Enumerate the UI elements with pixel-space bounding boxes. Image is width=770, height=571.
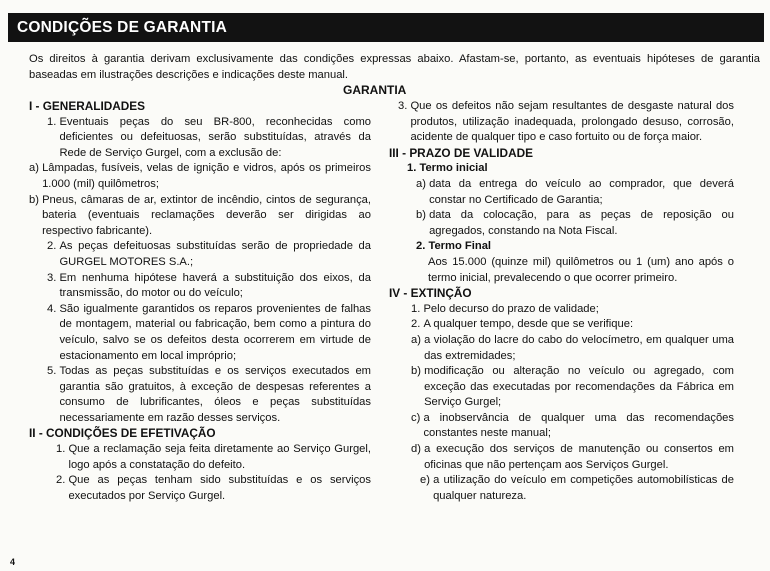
page-title-bar — [8, 13, 764, 42]
list-item: d) a execução dos serviços de manutenção ou consertos em oficinas que não pertençam aos Serviços Gurgel. — [411, 443, 734, 471]
list-item: 1. Que a reclamação seja feita diretamente ao Serviço Gurgel, logo após a constatação do defeito. — [56, 443, 371, 471]
termo-inicial-heading: 1. Termo inicial — [407, 162, 488, 175]
right-column — [389, 99, 734, 504]
page-number: 4 — [10, 557, 16, 567]
list-item: 2. A qualquer tempo, desde que se verifique: — [411, 318, 634, 331]
left-column — [29, 99, 371, 504]
list-item: a) Lâmpadas, fusíveis, velas de ignição e vidros, após os primeiros 1.000 (mil) quilômetros; — [29, 162, 371, 190]
termo-final-text: Aos 15.000 (quinze mil) quilômetros ou 1 (um) ano após o termo inicial, prevalecendo o que ocorrer primeiro. — [428, 255, 734, 284]
list-item: 4. São igualmente garantidos os reparos provenientes de falhas de montagem, material ou fabricação, bem como a pintura do veículo, salvo se os defeitos desta ocorrerem em virtude de estacionamento em local impróprio; — [47, 302, 371, 362]
garantia-heading: GARANTIA — [343, 83, 407, 97]
list-item: 2. As peças defeituosas substituídas serão de propriedade da GURGEL MOTORES S.A.; — [47, 240, 371, 268]
page-title: CONDIÇÕES DE GARANTIA — [17, 19, 228, 36]
section-extincao-title: IV - EXTINÇÃO — [389, 286, 472, 301]
termo-final-heading: 2. Termo Final — [416, 240, 492, 253]
list-item: 2. Que as peças tenham sido substituídas e os serviços executados por Serviço Gurgel. — [56, 474, 371, 502]
list-item: b) data da colocação, para as peças de reposição ou agregados, constando na Nota Fiscal. — [416, 209, 734, 237]
list-item: b) modificação ou alteração no veículo ou agregado, com exceção das executadas por recomendações da Fábrica em Serviço Gurgel; — [411, 365, 734, 409]
list-item: e) a utilização do veículo em competições automobilísticas de qualquer natureza. — [420, 474, 734, 502]
list-item: 3. Que os defeitos não sejam resultantes de desgaste natural dos produtos, utilização inadequada, prolongado desuso, corrosão, acidente de qualquer tipo e caso fortuito ou de força maior. — [398, 100, 734, 144]
section-prazo-title: III - PRAZO DE VALIDADE — [389, 145, 533, 160]
list-item: 1. Eventuais peças do seu BR-800, reconhecidas como deficientes ou defeituosas, serão substituídas, através da Rede de Serviço Gurgel, com a exclusão de: — [47, 115, 371, 159]
list-item: 1. Pelo decurso do prazo de validade; — [411, 302, 599, 315]
list-item: a) a violação do lacre do cabo do velocímetro, em qualquer uma das extremidades; — [411, 333, 734, 362]
list-item: a) data da entrega do veículo ao comprador, que deverá constar no Certificado de Garantia; — [416, 177, 734, 206]
list-item: b) Pneus, câmaras de ar, extintor de incêndio, cintos de segurança, bateria (eventuais reclamações deverão ser dirigidas ao respectivo fabricante). — [29, 193, 371, 237]
list-item: c) a inobservância de qualquer uma das recomendações constantes neste manual; — [411, 411, 734, 440]
intro-paragraph: Os direitos à garantia derivam exclusivamente das condições expressas abaixo. Afastam-se, portanto, as eventuais hipóteses de garantia baseadas em ilustrações descrições e indicações deste manual. — [29, 53, 760, 81]
section-efetivacao-title: II - CONDIÇÕES DE EFETIVAÇÃO — [29, 426, 216, 441]
list-item: 5. Todas as peças substituídas e os serviços executados em garantia são gratuitos, à exceção de despesas referentes a consumo de lubrificantes, óleos e peças substituídas necessariamente em razão desses serviços. — [47, 365, 371, 424]
list-item: 3. Em nenhuma hipótese haverá a substituição dos eixos, da transmissão, do motor ou do veículo; — [47, 271, 371, 300]
section-generalidades-title: I - GENERALIDADES — [29, 99, 146, 113]
